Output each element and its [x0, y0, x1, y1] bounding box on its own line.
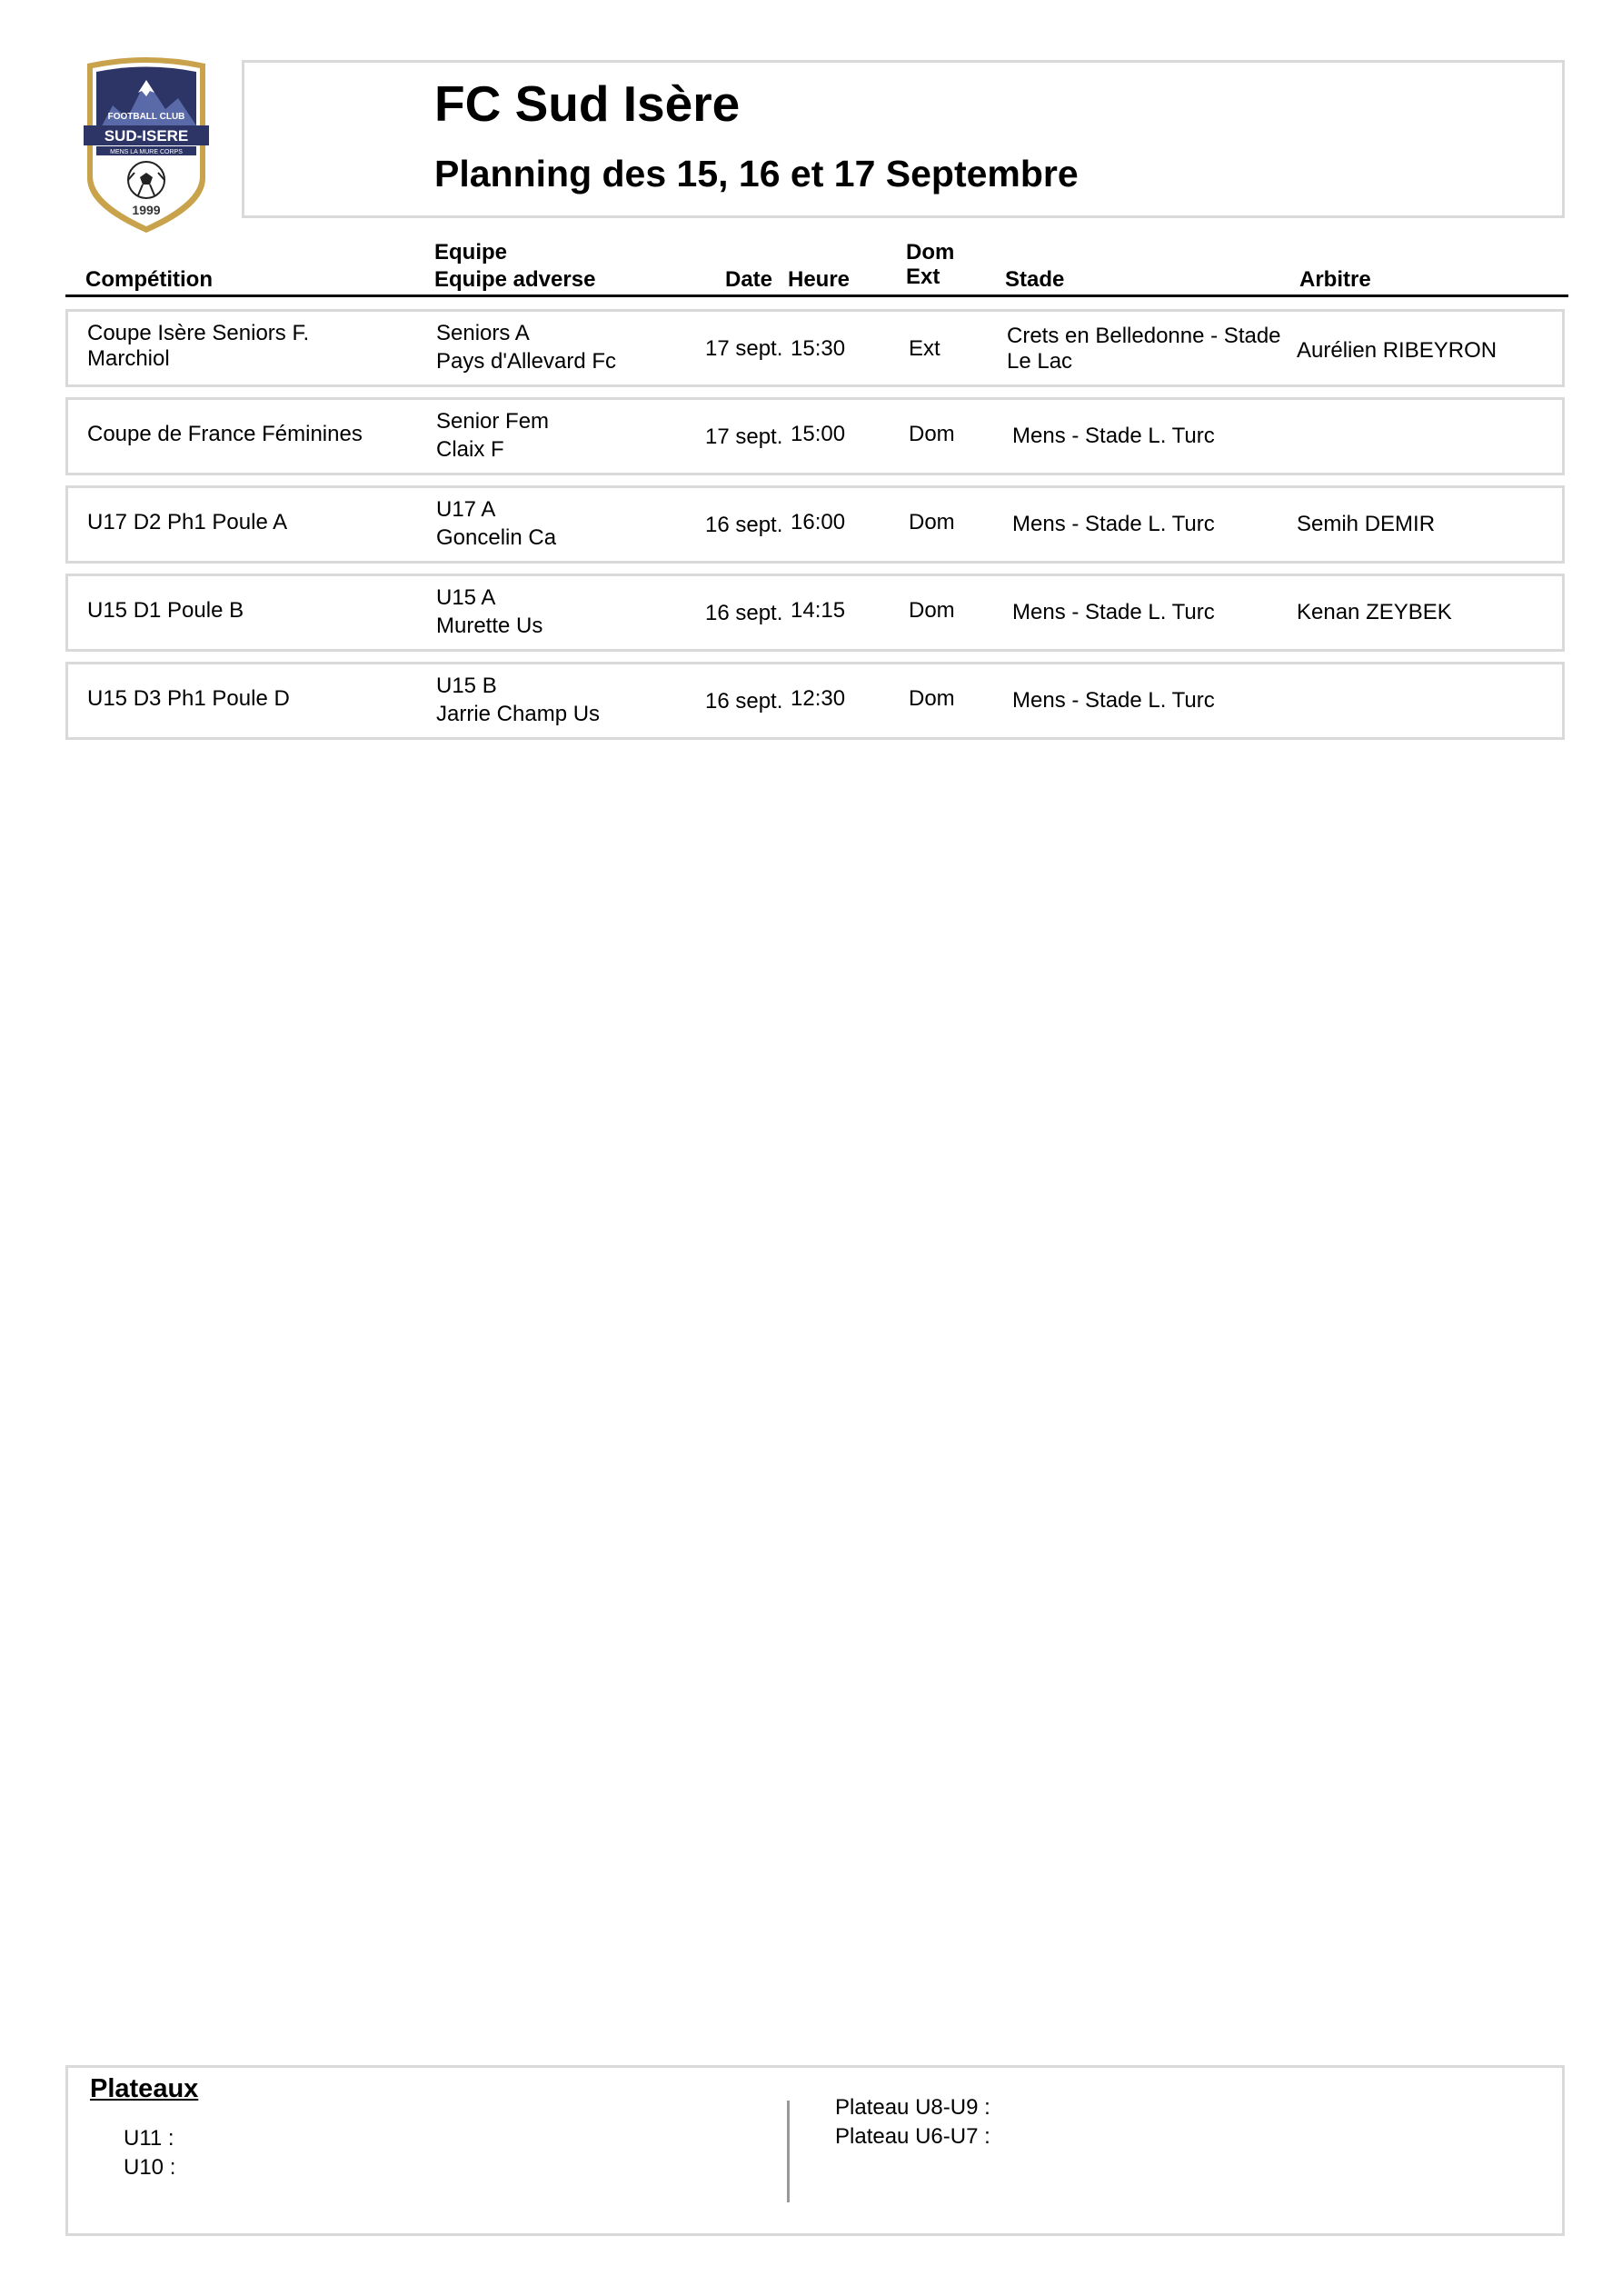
svg-text:MENS LA MURE CORPS: MENS LA MURE CORPS	[110, 149, 183, 155]
match-row	[65, 574, 1565, 652]
team: Seniors A	[436, 321, 530, 345]
col-date: Date	[725, 267, 773, 292]
home-away: Dom	[909, 686, 955, 711]
plateau-u8-u9: Plateau U8-U9 :	[835, 2095, 990, 2120]
home-away: Dom	[909, 598, 955, 623]
team: U15 A	[436, 585, 496, 610]
stadium-line: Le Lac	[1007, 349, 1073, 374]
competition-line: U15 D3 Ph1 Poule D	[87, 686, 290, 711]
plateau-u11: U11 :	[124, 2126, 174, 2151]
col-equipe-adverse: Equipe adverse	[434, 267, 596, 292]
opponent: Murette Us	[436, 614, 543, 638]
col-competition: Compétition	[85, 267, 213, 292]
match-time: 16:00	[791, 510, 846, 534]
competition-line: Coupe de France Féminines	[87, 422, 363, 446]
opponent: Goncelin Ca	[436, 525, 557, 550]
match-time: 15:30	[791, 336, 846, 361]
planning-title: Planning des 15, 16 et 17 Septembre	[434, 153, 1079, 195]
club-name: FC Sud Isère	[434, 75, 741, 132]
match-date: 17 sept.	[705, 424, 783, 449]
match-row	[65, 397, 1565, 475]
plateau-u6-u7: Plateau U6-U7 :	[835, 2124, 990, 2149]
referee: Semih DEMIR	[1297, 512, 1436, 536]
home-away: Dom	[909, 510, 955, 534]
match-date: 16 sept.	[705, 689, 783, 714]
competition-line: Marchiol	[87, 346, 170, 371]
col-dom: Dom	[906, 240, 955, 265]
match-date: 16 sept.	[705, 601, 783, 625]
svg-text:FOOTBALL CLUB: FOOTBALL CLUB	[107, 112, 185, 122]
svg-text:SUD-ISERE: SUD-ISERE	[104, 127, 189, 145]
col-arbitre: Arbitre	[1299, 267, 1371, 292]
match-row	[65, 485, 1565, 564]
stadium-line: Mens - Stade L. Turc	[1012, 512, 1215, 536]
stadium-line: Mens - Stade L. Turc	[1012, 424, 1215, 448]
match-row	[65, 662, 1565, 740]
plateau-u10: U10 :	[124, 2155, 176, 2180]
competition-line: Coupe Isère Seniors F.	[87, 321, 310, 345]
opponent: Jarrie Champ Us	[436, 702, 601, 726]
referee: Aurélien RIBEYRON	[1297, 338, 1498, 363]
plateaux-box	[65, 2065, 1565, 2236]
match-date: 17 sept.	[705, 336, 783, 361]
plateaux-divider	[787, 2101, 790, 2202]
match-time: 15:00	[791, 422, 846, 446]
stadium-line: Crets en Belledonne - Stade	[1007, 324, 1281, 348]
match-time: 14:15	[791, 598, 846, 623]
club-logo	[78, 53, 214, 235]
header-rule	[65, 294, 1568, 297]
competition-line: U17 D2 Ph1 Poule A	[87, 510, 288, 534]
opponent: Claix F	[436, 437, 504, 462]
col-stade: Stade	[1005, 267, 1065, 292]
col-heure: Heure	[788, 267, 851, 292]
competition-line: U15 D1 Poule B	[87, 598, 244, 623]
team: U17 A	[436, 497, 496, 522]
team: Senior Fem	[436, 409, 550, 434]
match-row	[65, 309, 1565, 387]
svg-text:1999: 1999	[132, 203, 161, 217]
home-away: Ext	[909, 336, 940, 361]
team: U15 B	[436, 674, 497, 698]
match-time: 12:30	[791, 686, 846, 711]
plateaux-title: Plateaux	[90, 2074, 199, 2103]
stadium-line: Mens - Stade L. Turc	[1012, 688, 1215, 713]
col-ext: Ext	[906, 265, 940, 289]
match-date: 16 sept.	[705, 513, 783, 537]
opponent: Pays d'Allevard Fc	[436, 349, 616, 374]
stadium-line: Mens - Stade L. Turc	[1012, 600, 1215, 624]
referee: Kenan ZEYBEK	[1297, 600, 1452, 624]
col-equipe: Equipe	[434, 240, 508, 265]
home-away: Dom	[909, 422, 955, 446]
